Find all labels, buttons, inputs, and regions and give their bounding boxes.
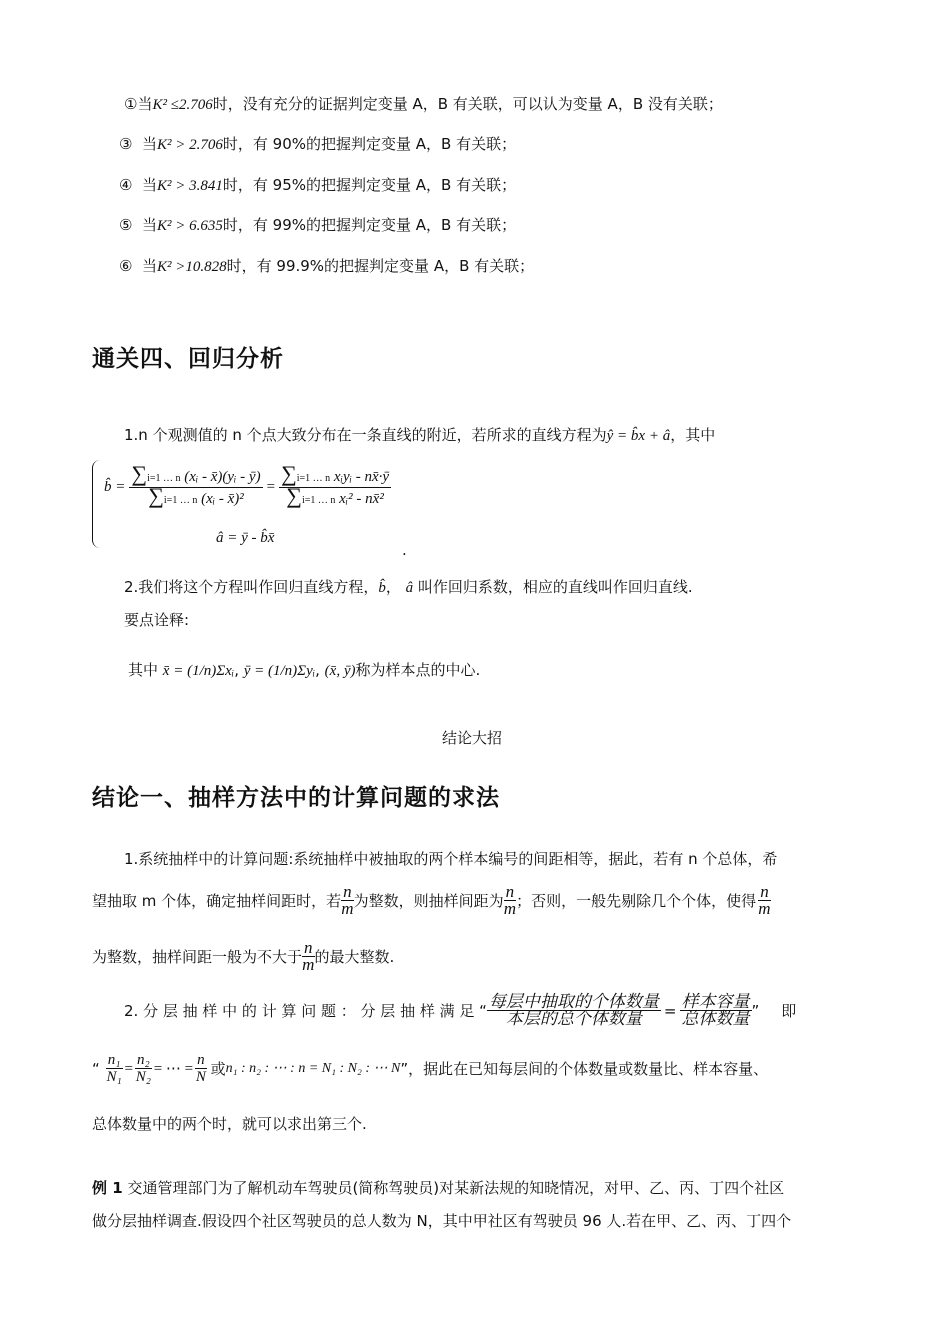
rule-condition: K² > 2.706: [157, 137, 223, 153]
n-over-m-fraction: $\frac{n}{m}$: [758, 882, 771, 918]
rule-text: 时，没有充分的证据判定变量 A，B 有关联，可以认为变量 A，B 没有关联；: [212, 95, 723, 113]
rule-marker: ①: [124, 95, 138, 113]
rule-condition: K² ≤2.706: [152, 97, 213, 113]
k2-rule-1: ①当K² ≤2.706时，没有充分的证据判定变量 A，B 有关联，可以认为变量 A，B 没有关联；: [124, 95, 723, 113]
regression-intro: 1.n 个观测值的 n 个点大致分布在一条直线的附近，若所求的直线方程为ŷ = b̂x + â，其中: [124, 426, 716, 444]
rule-condition: K² > 3.841: [157, 178, 223, 194]
rule-text: 时，有 99%的把握判定变量 A，B 有关联；: [222, 216, 517, 234]
example-label: 例 1: [92, 1179, 123, 1197]
left-brace: [92, 460, 101, 548]
stratified-ratio-right: $\frac{\text{样本容量}}{\text{总体数量}}$: [681, 992, 750, 1029]
regression-equation: ŷ = b̂x + â: [606, 428, 671, 444]
x-bar-definition: x̄ = (1/n)Σxᵢ: [162, 663, 235, 679]
n-over-m-fraction: $\frac{n}{m}$: [302, 938, 315, 974]
conclusion-title: 结论大招: [442, 729, 503, 747]
rule-text: 时，有 95%的把握判定变量 A，B 有关联；: [222, 176, 517, 194]
rule-marker: ⑤: [119, 216, 133, 234]
k2-rule-5: ⑤ 当K² > 6.635时，有 99%的把握判定变量 A，B 有关联；: [119, 216, 517, 234]
section-heading-regression: 通关四、回归分析: [92, 346, 284, 372]
stratified-ratio-left: $\frac{\text{每层中抽取的个体数量}}{\text{本层的总个体数量}}$: [488, 992, 659, 1029]
k2-rule-4: ④ 当K² > 3.841时，有 95%的把握判定变量 A，B 有关联；: [119, 176, 517, 194]
b-hat-formula: b̂ = $\frac{\text{∑i=1 … n (xᵢ - x̄)(yᵢ - ȳ)}}{\text{∑i=1 … n (xᵢ - x̄)²}}$ = $\frac{\text{∑i=1 … n xᵢyᵢ - nx̄·ȳ}}{\text{∑i=1 … n xᵢ² - nx̄²}}$: [104, 460, 390, 508]
rule-marker: ④: [119, 176, 133, 194]
rule-marker: ⑥: [119, 257, 133, 275]
rule-text: 时，有 90%的把握判定变量 A，B 有关联；: [222, 135, 517, 153]
rule-text: 时，有 99.9%的把握判定变量 A，B 有关联；: [226, 257, 535, 275]
k2-rule-3: ③ 当K² > 2.706时，有 90%的把握判定变量 A，B 有关联；: [119, 135, 517, 153]
rule-condition: K² >10.828: [157, 259, 227, 275]
stratified-line-2: “ $\frac{\text{n₁}}{\text{N₁}}$ = $\frac{\text{n₂}}{\text{N₂}}$ = ⋯ = $\frac{n}{N}$ 或 n₁ : n₂ : ⋯ : n = N₁ : N₂ : ⋯ N ”，据此在已知每层间的个体数量或数量比、样本容量、: [92, 1052, 769, 1085]
sample-center-text: 其中 x̄ = (1/n)Σxᵢ, ȳ = (1/n)Σyᵢ, (x̄, ȳ)称为样本点的中心.: [128, 661, 481, 679]
systematic-line-2: 望抽取 m 个体，确定抽样间距时，若 $\frac{n}{m}$ 为整数，则抽样间距为 $\frac{n}{m}$ ；否则，一般先剔除几个个体，使得 $\frac{n}{m}$: [92, 882, 771, 918]
example-1-line-1: 例 1 交通管理部门为了解机动车驾驶员(简称驾驶员)对某新法规的知晓情况，对甲、乙、丙、丁四个社区: [92, 1179, 785, 1197]
sample-center-point: (x̄, ȳ): [324, 663, 356, 679]
n-over-m-fraction: $\frac{n}{m}$: [341, 882, 354, 918]
systematic-line-3: 为整数，抽样间距一般为不大于 $\frac{n}{m}$ 的最大整数.: [92, 938, 395, 974]
y-bar-definition: ȳ = (1/n)Σyᵢ: [243, 663, 316, 679]
n-over-m-fraction: $\frac{n}{m}$: [503, 882, 517, 918]
k2-rule-6: ⑥ 当K² >10.828时，有 99.9%的把握判定变量 A，B 有关联；: [119, 257, 535, 275]
stratified-line-1: 2. 分 层 抽 样 中 的 计 算 问 题 ： 分 层 抽 样 满 足 “ $\frac{\text{每层中抽取的个体数量}}{\text{本层的总个体数量}}$ = $\frac{\text{样本容量}}{\text{总体数量}}$ ” 即: [124, 992, 797, 1029]
regression-formula-block: [92, 458, 412, 552]
stratified-proportion: n₁ : n₂ : ⋯ : n = N₁ : N₂ : ⋯ N: [225, 1060, 401, 1076]
rule-condition: K² > 6.635: [157, 218, 223, 234]
rule-marker: ③: [119, 135, 133, 153]
example-1-line-2: 做分层抽样调查.假设四个社区驾驶员的总人数为 N，其中甲社区有驾驶员 96 人.若在甲、乙、丙、丁四个: [92, 1212, 792, 1230]
regression-coefficients-text: 2.我们将这个方程叫作回归直线方程，b̂， â 叫作回归系数，相应的直线叫作回归直线.: [124, 578, 693, 596]
section-heading-sampling: 结论一、抽样方法中的计算问题的求法: [92, 785, 500, 811]
a-hat-formula: â = ȳ - b̂x̄: [216, 530, 275, 546]
systematic-line-1: 1.系统抽样中的计算问题:系统抽样中被抽取的两个样本编号的间距相等，据此，若有 n 个总体，希: [124, 850, 778, 868]
note-label: 要点诠释:: [124, 611, 190, 629]
stratified-line-3: 总体数量中的两个时，就可以求出第三个.: [92, 1115, 367, 1133]
